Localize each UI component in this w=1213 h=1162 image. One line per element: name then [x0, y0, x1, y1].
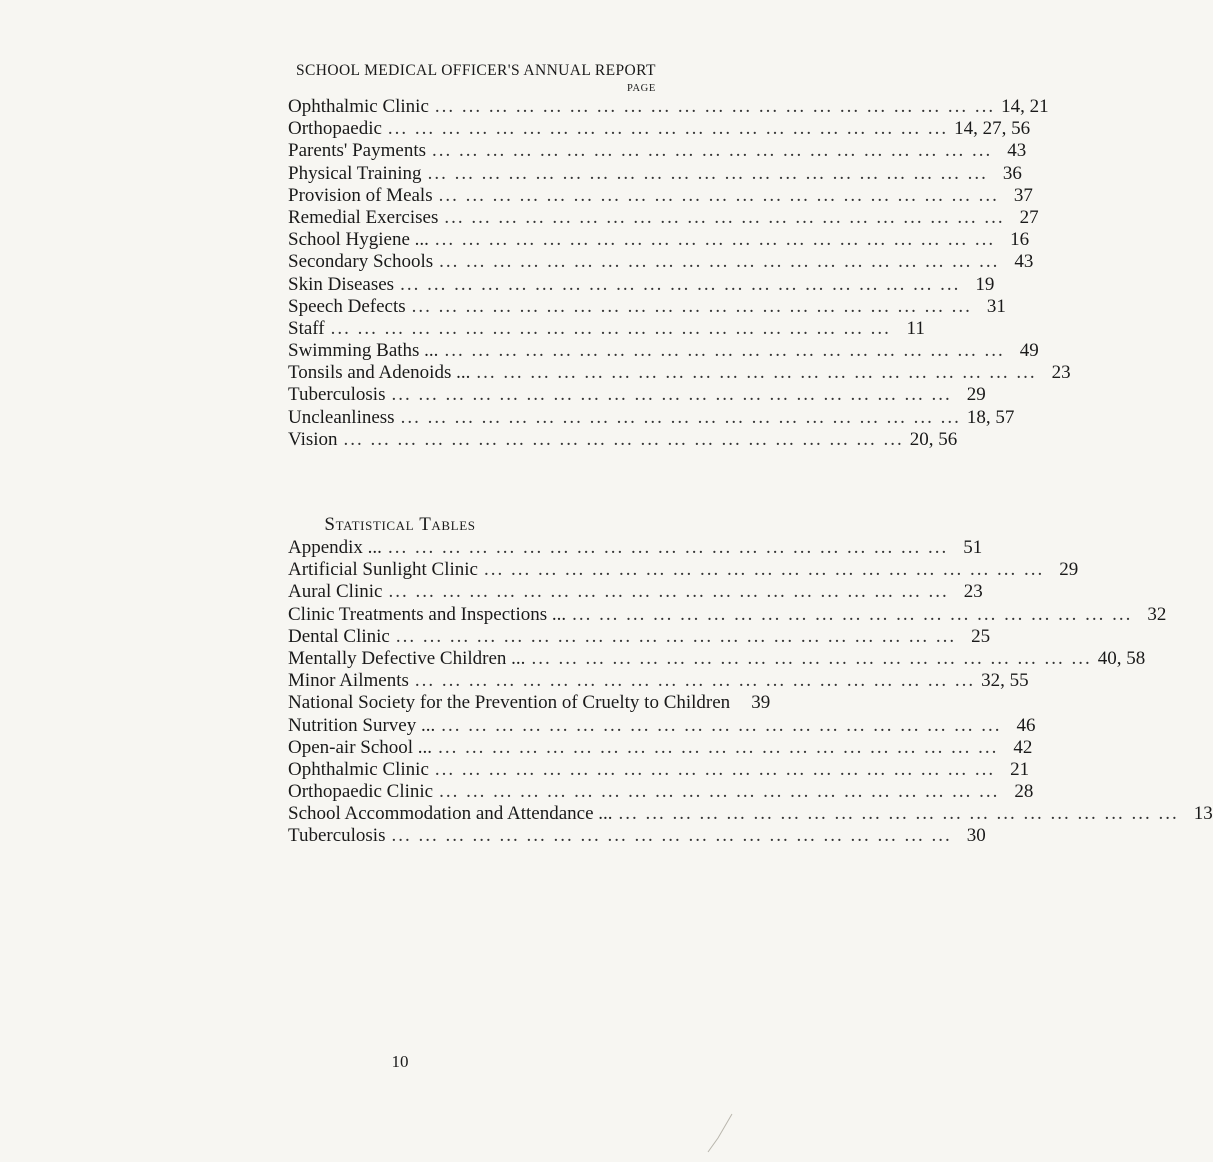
- index-entry: [288, 340, 1039, 362]
- index-entry-label: Physical Training: [288, 162, 422, 184]
- table-entry-page: 40, 58: [1097, 647, 1146, 669]
- dot-leader: [388, 581, 948, 603]
- index-entry: [288, 229, 1030, 251]
- index-entry-page: 18, 57: [966, 406, 1015, 428]
- index-entry-page: 27: [1019, 206, 1039, 228]
- dot-leader: [396, 626, 956, 648]
- table-entry: [288, 803, 1213, 825]
- dot-leader: [391, 384, 951, 406]
- table-entry-label: Open-air School ...: [288, 736, 433, 758]
- table-entry: [288, 692, 771, 714]
- dot-leader: [435, 759, 995, 781]
- index-entry-page: 19: [975, 273, 995, 295]
- pencil-mark: [706, 1112, 736, 1154]
- index-entry-page: 49: [1019, 340, 1039, 362]
- index-entry: [288, 362, 1071, 384]
- table-entry-label: Orthopaedic Clinic: [288, 781, 434, 803]
- table-entry-label: School Accommodation and Attendance ...: [288, 803, 613, 825]
- table-entry-page: 13: [1193, 803, 1213, 825]
- index-entry: [288, 295, 1006, 318]
- table-entry: [288, 559, 1079, 581]
- index-entry: [288, 206, 1039, 229]
- index-entry-page: 14, 21: [1001, 96, 1049, 117]
- table-entry-page: 32, 55: [981, 670, 1029, 692]
- dot-leader: [415, 670, 975, 692]
- table-entry-label: National Society for the Prevention of Cruelty to Children: [288, 692, 731, 714]
- statistical-tables-list: [288, 537, 1213, 848]
- table-entry-page: 28: [1014, 781, 1034, 803]
- table-entry-label: Clinic Treatments and Inspections ...: [288, 603, 567, 625]
- dot-leader: [484, 559, 1044, 581]
- index-entry-label: Vision: [288, 428, 338, 450]
- table-entry-label: Tuberculosis: [288, 825, 386, 847]
- dot-leader: [441, 715, 1001, 737]
- index-entry-page: 29: [966, 384, 986, 406]
- dot-leader: [444, 340, 1004, 362]
- index-entry: [288, 162, 1022, 185]
- table-entry: [288, 581, 983, 603]
- dot-leader: [476, 362, 1036, 384]
- table-entry: [288, 714, 1036, 737]
- index-entry: [288, 317, 925, 340]
- table-entry: [288, 758, 1030, 781]
- dot-leader: [438, 737, 998, 759]
- index-entry: [288, 96, 1049, 118]
- dot-leader: [331, 318, 891, 340]
- index-entry-label: Provision of Meals: [288, 184, 433, 206]
- index-entry-label: Ophthalmic Clinic: [288, 96, 429, 117]
- dot-leader: [388, 537, 948, 559]
- table-entry-label: Minor Ailments: [288, 670, 409, 692]
- table-entry: [288, 736, 1033, 759]
- page-number: 10: [391, 1052, 409, 1071]
- table-entry-page: 23: [963, 581, 983, 603]
- index-entry-page: 20, 56: [909, 428, 958, 450]
- index-entry-label: Secondary Schools: [288, 251, 434, 273]
- table-entry: [288, 625, 991, 648]
- index-entry-page: 11: [906, 317, 925, 339]
- table-entry-page: 32: [1147, 603, 1167, 625]
- table-entry-label: Appendix ...: [288, 537, 382, 558]
- index-entry-label: Speech Defects: [288, 295, 406, 317]
- index-entry-page: 37: [1013, 184, 1033, 206]
- dot-leader: [531, 648, 1091, 670]
- index-entry: [288, 384, 986, 406]
- dot-leader: [428, 163, 988, 185]
- index-entry: [288, 273, 995, 296]
- table-entry-page: 29: [1059, 559, 1079, 581]
- table-entry-label: Ophthalmic Clinic: [288, 758, 429, 780]
- table-entry: [288, 825, 986, 847]
- dot-leader: [400, 274, 960, 296]
- general-index-list: [288, 96, 1071, 451]
- table-entry: [288, 670, 1029, 692]
- table-entry-page: 21: [1010, 758, 1030, 780]
- index-entry-page: 31: [986, 295, 1006, 317]
- index-entry-page: 36: [1002, 162, 1022, 184]
- index-entry-label: Swimming Baths ...: [288, 340, 439, 362]
- index-entry: [288, 428, 958, 451]
- dot-leader: [401, 407, 961, 429]
- index-entry-page: 43: [1014, 251, 1034, 273]
- table-entry-label: Dental Clinic: [288, 625, 390, 647]
- dot-leader: [572, 604, 1132, 626]
- statistical-tables-heading: Statistical Tables: [324, 514, 476, 535]
- dot-leader: [439, 185, 999, 207]
- dot-leader: [439, 781, 999, 803]
- index-entry-label: Tuberculosis: [288, 384, 386, 406]
- table-entry-label: Aural Clinic: [288, 581, 383, 603]
- table-entry-page: 51: [963, 537, 983, 558]
- index-entry: [288, 118, 1031, 140]
- index-entry-label: Uncleanliness: [288, 406, 395, 428]
- dot-leader: [412, 296, 972, 318]
- dot-leader: [432, 140, 992, 162]
- index-entry-page: 14, 27, 56: [954, 118, 1031, 140]
- dot-leader: [435, 96, 995, 118]
- table-entry-page: 25: [971, 625, 991, 647]
- index-entry-label: Remedial Exercises: [288, 206, 439, 228]
- index-entry: [288, 184, 1033, 207]
- dot-leader: [435, 229, 995, 251]
- dot-leader: [439, 251, 999, 273]
- index-entry-label: Staff: [288, 317, 325, 339]
- table-entry-label: Artificial Sunlight Clinic: [288, 559, 478, 581]
- index-entry-label: Tonsils and Adenoids ...: [288, 362, 471, 384]
- dot-leader: [391, 825, 951, 847]
- page-column-label: PAGE: [627, 83, 656, 94]
- index-entry-page: 43: [1007, 140, 1027, 162]
- table-entry-page: 39: [751, 692, 771, 714]
- dot-leader: [619, 803, 1179, 825]
- dot-leader: [444, 207, 1004, 229]
- index-entry-page: 16: [1010, 229, 1030, 251]
- table-entry: [288, 781, 1034, 803]
- index-entry-page: 23: [1051, 362, 1071, 384]
- table-entry-page: 42: [1013, 736, 1033, 758]
- index-entry: [288, 140, 1027, 162]
- dot-leader: [388, 118, 948, 140]
- table-entry-page: 30: [966, 825, 986, 847]
- table-entry-label: Mentally Defective Children ...: [288, 647, 526, 669]
- index-entry-label: Orthopaedic: [288, 118, 382, 140]
- dot-leader: [344, 429, 904, 451]
- index-entry: [288, 251, 1034, 273]
- table-entry-label: Nutrition Survey ...: [288, 714, 436, 736]
- table-entry: [288, 647, 1146, 670]
- index-entry-label: School Hygiene ...: [288, 229, 429, 251]
- index-entry: [288, 406, 1015, 429]
- table-entry: [288, 537, 983, 559]
- index-entry-label: Skin Diseases: [288, 273, 395, 295]
- table-entry: [288, 603, 1167, 626]
- running-title: SCHOOL MEDICAL OFFICER'S ANNUAL REPORT: [296, 62, 656, 79]
- index-entry-label: Parents' Payments: [288, 140, 426, 162]
- table-entry-page: 46: [1016, 714, 1036, 736]
